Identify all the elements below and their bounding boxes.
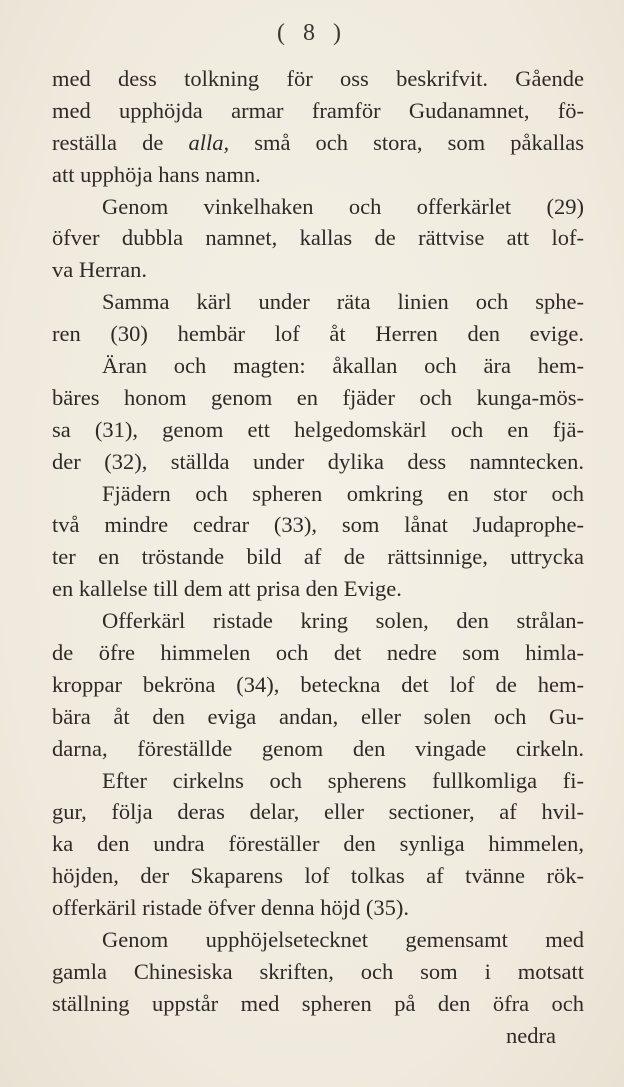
emphasized-word: alla, [188, 129, 230, 155]
text-line: gur, följa deras delar, eller sectioner, af hvil- [52, 799, 584, 825]
text-line: der (32), ställda under dylika dess namntecken. [52, 448, 584, 474]
text-line: med upphöjda armar framför Gudanamnet, fö- [52, 97, 584, 123]
paragraph-start-line: Samma kärl under räta linien och sphe- [102, 289, 584, 315]
text-line: ter en tröstande bild af de rättsinnige, uttrycka [52, 544, 584, 570]
text-line: höjden, der Skaparens lof tolkas af tvänne rök- [52, 863, 584, 889]
text-segment: små och stora, som påkallas [229, 129, 584, 155]
paragraph-start-line: Offerkärl ristade kring solen, den strålan- [102, 608, 584, 634]
text-line: ställning uppstår med spheren på den öfra och [52, 990, 584, 1016]
page-number: ( 8 ) [277, 20, 347, 46]
text-line: en kallelse till dem att prisa den Evige. [52, 576, 402, 602]
paragraph-start-line: Genom vinkelhaken och offerkärlet (29) [102, 193, 584, 219]
text-line: sa (31), genom ett helgedomskärl och en fjä- [52, 416, 584, 442]
text-line: offerkäril ristade öfver denna höjd (35). [52, 895, 409, 921]
text-line: att upphöja hans namn. [52, 161, 261, 187]
text-segment: reställa de [52, 129, 189, 155]
body-text [52, 63, 584, 1052]
text-line: de öfre himmelen och det nedre som himla- [52, 640, 584, 666]
paragraph-start-line: Efter cirkelns och spherens fullkomliga fi- [102, 767, 584, 793]
text-line: ren (30) hembär lof åt Herren den evige. [52, 321, 584, 347]
text-line: bäres honom genom en fjäder och kunga-mös- [52, 384, 584, 410]
text-line: öfver dubbla namnet, kallas de rättvise att lof- [52, 225, 584, 251]
text-line: ka den undra föreställer den synliga himmelen, [52, 831, 584, 857]
paragraph-start-line: Genom upphöjelsetecknet gemensamt med [102, 927, 584, 953]
catchword: nedra [506, 1022, 556, 1048]
text-line [52, 127, 584, 159]
text-line: bära åt den eviga andan, eller solen och Gu- [52, 703, 584, 729]
text-line: darna, föreställde genom den vingade cirkeln. [52, 735, 584, 761]
text-line: gamla Chinesiska skriften, och som i motsatt [52, 958, 584, 984]
text-line: två mindre cedrar (33), som lånat Judaprophe- [52, 512, 584, 538]
paragraph-start-line: Fjädern och spheren omkring en stor och [102, 480, 584, 506]
text-line: med dess tolkning för oss beskrifvit. Gående [52, 66, 584, 91]
paragraph-start-line: Äran och magten: åkallan och ära hem- [102, 353, 584, 379]
text-line: va Herran. [52, 257, 147, 283]
text-line: kroppar bekröna (34), beteckna det lof de hem- [52, 671, 584, 697]
